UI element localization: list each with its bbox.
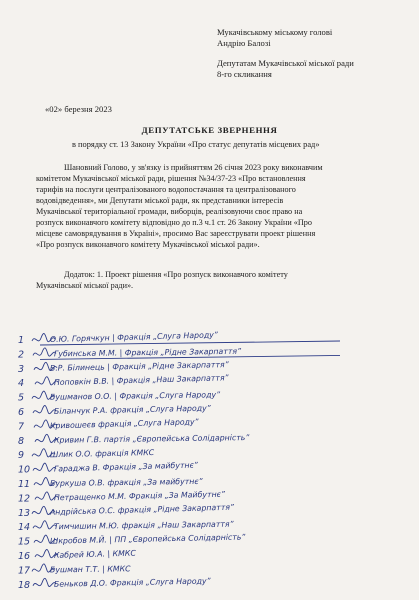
addressee-deputies: Депутатам Мукачівської міської ради — [217, 58, 354, 68]
signature-row-text: В.Р. Білинець | Фракція „Рідне Закарпаття” — [49, 360, 229, 373]
signature-row-number: 10 — [18, 464, 31, 476]
signature-row-number: 18 — [18, 579, 31, 591]
signature-scribble — [33, 348, 56, 356]
appendix-line: Мукачівської міської ради». — [36, 281, 134, 290]
signature-row-number: 9 — [18, 450, 25, 462]
signature-row-number: 4 — [18, 378, 25, 390]
body-line: Шановний Голово, у зв'язку із прийняттям 26 січня 2023 року виконавчим — [64, 163, 323, 172]
body-line: «Про розпуск виконавчого комітету Мукачівської міської ради». — [36, 240, 260, 249]
appendix-line: Додаток: 1. Проект рішення «Про розпуск виконавчого комітету — [64, 270, 288, 279]
signature-row-text: Біланчук Р.А. фракція „Слуга Народу” — [53, 403, 211, 416]
signature-row-text: Поповкін В.В. | Фракція „Наш Закарпаття” — [53, 373, 229, 388]
signature-scribble — [33, 406, 56, 414]
signature-row-number: 11 — [18, 479, 31, 490]
signature-row-text: Кривошеєв фракція „Слуга Народу” — [49, 417, 199, 431]
addressee-convocation: 8-го скликання — [217, 69, 272, 79]
signature-scribble — [33, 578, 56, 586]
signature-row-number: 2 — [18, 349, 25, 361]
signature-row-number: 6 — [18, 407, 25, 418]
signature-row-text: Кабрей Ю.А. | КМКС — [53, 548, 136, 560]
signature-row-text: Андрійська О.С. фракція „Рідне Закарпаття” — [49, 502, 235, 517]
addressee-name: Андрію Балозі — [217, 38, 271, 48]
signature-row-text: Бушманов О.О. | Фракція „Слуга Народу” — [49, 390, 221, 402]
signature-row-number: 16 — [18, 551, 31, 562]
document-heading-sub: в порядку ст. 13 Закону України «Про статус депутатів місцевих рад» — [72, 140, 320, 149]
body-line: місцеве самоврядування в Україні», просимо Вас зареєструвати проект рішення — [36, 229, 316, 238]
signature-row-number: 13 — [18, 507, 31, 519]
signature-row-text: Губинська М.М. | Фракція „Рідне Закарпаття” — [53, 346, 242, 359]
signature-row-number: 5 — [18, 392, 25, 404]
signature-row-number: 7 — [18, 421, 25, 433]
signature-row-number: 12 — [18, 493, 31, 505]
signature-row-text: Шлик О.О. фракція КМКС — [49, 448, 155, 460]
body-line: розпуск виконавчого комітету відповідно до п.3 ч.1 ст. 26 Закону України «Про — [36, 218, 312, 227]
signature-row-number: 3 — [18, 363, 25, 375]
document-date: «02» березня 2023 — [45, 104, 112, 114]
addressee-mayor: Мукачівському міському голові — [217, 27, 333, 37]
body-line: тарифів на послуги централізованого водопостачання та централізованого — [36, 185, 296, 194]
signature-scribble — [33, 521, 56, 529]
signature-row-text: Тимчишин М.Ю. фракція „Наш Закарпаття” — [53, 519, 234, 532]
signature-row-number: 14 — [18, 522, 31, 534]
document-heading: ДЕПУТАТСЬКЕ ЗВЕРНЕННЯ — [141, 125, 278, 135]
signature-row-number: 17 — [18, 565, 31, 577]
signature-row-text: Гараджа В. Фракція „За майбутнє” — [53, 460, 199, 474]
signature-row-text: Петращенко М.М. Фракція „За Майбутнє” — [53, 489, 226, 503]
signature-scribble — [33, 463, 56, 471]
body-line: комітетом Мукачівської міської ради, рішення №34/37-23 «Про встановлення — [36, 174, 306, 183]
signature-row-text: Буркуша О.В. фракція „За майбутнє” — [49, 476, 203, 488]
signature-row-text: О.Ю. Горячкун | Фракція „Слуга Народу” — [49, 330, 218, 344]
body-line: водовідведення», ми Депутати міської ради, як представники інтересів — [36, 196, 284, 205]
signature-row-text: Кривин Г.В. партія „Європейська Солідарність” — [53, 433, 250, 445]
signature-row-text: Беньков Д.О. Фракція „Слуга Народу” — [53, 576, 211, 589]
signature-row-number: 1 — [18, 335, 25, 346]
signature-row-number: 15 — [18, 536, 31, 548]
signature-row-text: Бушман Т.Т. | КМКС — [49, 564, 131, 575]
signature-row-number: 8 — [18, 435, 25, 447]
signature-row-text: Шкробов М.Й. | ПП „Європейська Солідарність” — [49, 532, 246, 546]
body-line: Мукачівської територіальної громади, виборців, реалізовуючи своє право на — [36, 207, 303, 216]
